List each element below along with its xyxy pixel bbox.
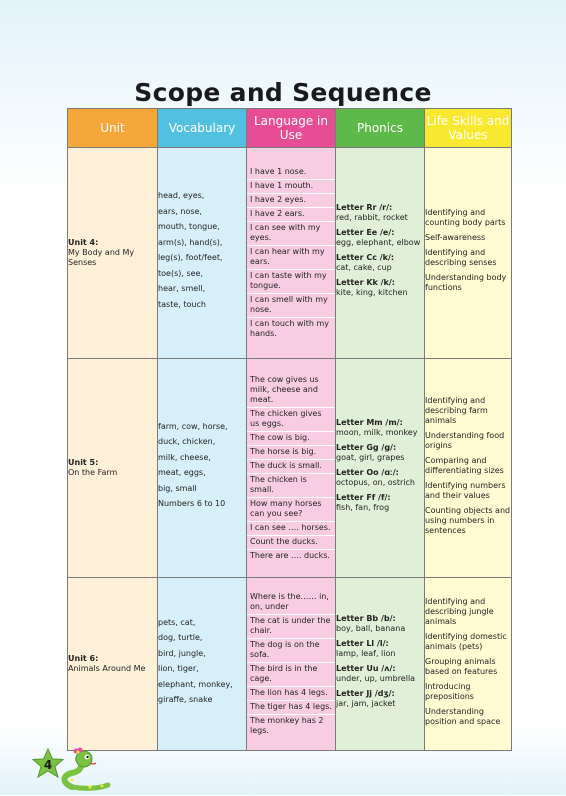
phonics-words: octopus, on, ostrich (336, 478, 415, 487)
phonics-words: moon, milk, monkey (336, 428, 418, 437)
vocabulary-line: hear, smell, (158, 284, 206, 293)
unit-title: My Body and My Senses (68, 248, 135, 267)
vocabulary-line: giraffe, snake (158, 695, 213, 704)
header-language-in-use: Language in Use (247, 109, 336, 148)
header-unit: Unit (68, 109, 158, 148)
phonics-item (336, 689, 424, 709)
vocabulary-line: big, small (158, 483, 197, 493)
table-row (68, 148, 512, 359)
unit-label: Unit 5: (68, 458, 99, 467)
language-item: The cat is under the chair. (247, 615, 335, 639)
phonics-letter: Letter Rr /r/: (336, 203, 393, 212)
unit-cell (68, 578, 158, 751)
table-row (68, 578, 512, 751)
vocabulary-line: meat, eggs, (158, 468, 206, 477)
vocabulary-cell (158, 148, 247, 359)
table-header-row (68, 109, 512, 148)
vocabulary-line: dog, turtle, (158, 633, 203, 642)
language-item: I can see with my eyes. (247, 222, 335, 246)
language-item: I have 2 eyes. (247, 194, 335, 208)
phonics-item (336, 443, 424, 463)
phonics-words: under, up, umbrella (336, 674, 416, 683)
phonics-letter: Letter Ee /e/: (336, 228, 395, 237)
vocabulary-line: elephant, monkey, (158, 679, 233, 689)
life-skill-item: Introducing prepositions (425, 681, 474, 701)
table-row (68, 359, 512, 578)
phonics-words: red, rabbit, rocket (336, 213, 408, 222)
unit-cell (68, 148, 158, 359)
language-item: The horse is big. (247, 446, 335, 460)
language-item: The monkey has 2 legs. (250, 715, 324, 735)
phonics-words: egg, elephant, elbow (336, 238, 421, 247)
vocabulary-line: lion, tiger, (158, 664, 199, 673)
life-skill-item: Identifying and describing farm animals (425, 395, 488, 425)
vocabulary-line: arm(s), hand(s), (158, 237, 223, 247)
phonics-letter: Letter Ff /f/: (336, 493, 391, 502)
language-item: I can touch with my hands. (250, 318, 329, 338)
language-item: The dog is on the sofa. (247, 639, 335, 663)
vocabulary-line: pets, cat, (158, 617, 196, 627)
vocabulary-line: taste, touch (158, 299, 206, 309)
phonics-item (336, 614, 424, 634)
phonics-letter: Letter Mm /m/: (336, 418, 403, 427)
vocabulary-line: farm, cow, horse, (158, 421, 228, 431)
language-item: I can see …. horses. (247, 522, 335, 536)
phonics-words: lamp, leaf, lion (336, 649, 396, 658)
language-item: I can taste with my tongue. (247, 270, 335, 294)
header-life-skills: Life Skills and Values (425, 109, 512, 148)
life-skills-cell (425, 578, 512, 751)
phonics-words: fish, fan, frog (336, 503, 390, 512)
language-item: Count the ducks. (247, 536, 335, 550)
language-cell (247, 578, 336, 751)
language-item: There are …. ducks. (250, 550, 330, 560)
phonics-letter: Letter Cc /k/: (336, 253, 395, 262)
phonics-words: cat, cake, cup (336, 263, 392, 272)
language-item: The tiger has 4 legs. (247, 701, 335, 715)
vocabulary-line: mouth, tongue, (158, 222, 220, 231)
unit-title: Animals Around Me (68, 664, 146, 673)
language-item: The cow is big. (247, 432, 335, 446)
life-skills-cell (425, 359, 512, 578)
life-skills-cell (425, 148, 512, 359)
phonics-words: jar, jam, jacket (336, 699, 396, 708)
language-item: How many horses can you see? (247, 498, 335, 522)
header-phonics: Phonics (336, 109, 425, 148)
vocabulary-line: ears, nose, (158, 206, 202, 216)
vocabulary-line: toe(s), see, (158, 268, 204, 278)
life-skill-item: Identifying domestic animals (pets) (425, 631, 507, 651)
language-item: Where is the…… in, on, under (247, 591, 335, 615)
vocabulary-cell (158, 578, 247, 751)
vocabulary-cell (158, 359, 247, 578)
phonics-item (336, 228, 424, 248)
snake-mascot-icon (65, 748, 109, 789)
vocabulary-line: milk, cheese, (158, 452, 211, 462)
phonics-letter: Letter Uu /ʌ/: (336, 664, 396, 673)
phonics-item (336, 664, 424, 684)
language-cell (247, 148, 336, 359)
phonics-words: goat, girl, grapes (336, 453, 405, 462)
phonics-letter: Letter Gg /g/: (336, 443, 397, 452)
unit-cell (68, 359, 158, 578)
language-item: I have 1 nose. (247, 166, 335, 180)
page-title: Scope and Sequence (134, 78, 432, 107)
page-footer (32, 747, 142, 792)
phonics-cell (336, 148, 425, 359)
phonics-item (336, 253, 424, 273)
language-item: I have 2 ears. (247, 208, 335, 222)
language-item: I can smell with my nose. (247, 294, 335, 318)
unit-label: Unit 4: (68, 238, 99, 247)
phonics-letter: Letter Oo /ɑː/: (336, 468, 399, 477)
unit-title: On the Farm (68, 468, 118, 477)
language-item: The chicken gives us eggs. (247, 408, 335, 432)
vocabulary-line: leg(s), foot/feet, (158, 253, 223, 262)
life-skill-item: Self-awareness (425, 233, 486, 242)
phonics-item (336, 203, 424, 223)
scope-sequence-table (67, 108, 512, 751)
language-item: The bird is in the cage. (247, 663, 335, 687)
vocabulary-line: Numbers 6 to 10 (158, 499, 226, 508)
life-skill-item: Identifying and describing jungle animals (425, 596, 494, 626)
phonics-words: boy, ball, banana (336, 624, 406, 633)
phonics-letter: Letter Ll /l/: (336, 639, 389, 648)
life-skill-item: Grouping animals based on features (425, 656, 498, 676)
life-skill-item: Identifying numbers and their values (425, 480, 506, 500)
phonics-item (336, 418, 424, 438)
life-skill-item: Understanding body functions (425, 273, 507, 292)
page-number: 4 (43, 758, 53, 772)
language-item: I can hear with my ears. (247, 246, 335, 270)
language-item: The lion has 4 legs. (247, 687, 335, 701)
life-skill-item: Identifying and counting body parts (425, 208, 506, 227)
phonics-item (336, 468, 424, 488)
life-skill-item: Comparing and differentiating sizes (425, 455, 504, 475)
language-item: The cow gives us milk, cheese and meat. (247, 374, 335, 408)
phonics-item (336, 639, 424, 659)
language-item: I have 1 mouth. (247, 180, 335, 194)
phonics-words: kite, king, kitchen (336, 288, 408, 297)
life-skill-item: Identifying and describing senses (425, 248, 497, 267)
vocabulary-line: duck, chicken, (158, 437, 216, 446)
language-item: The chicken is small. (247, 474, 335, 498)
life-skill-item: Understanding food origins (425, 430, 505, 450)
phonics-letter: Letter Bb /b/: (336, 614, 396, 623)
phonics-letter: Letter Kk /k/: (336, 278, 395, 287)
life-skill-item: Counting objects and using numbers in sentences (425, 505, 511, 535)
language-item: The duck is small. (247, 460, 335, 474)
phonics-cell (336, 578, 425, 751)
phonics-letter: Letter Jj /dʒ/: (336, 689, 395, 698)
language-cell (247, 359, 336, 578)
vocabulary-line: bird, jungle, (158, 648, 206, 658)
unit-label: Unit 6: (68, 654, 99, 663)
phonics-item (336, 278, 424, 298)
life-skill-item: Understanding position and space (425, 706, 501, 726)
header-vocabulary: Vocabulary (158, 109, 247, 148)
phonics-item (336, 493, 424, 513)
vocabulary-line: head, eyes, (158, 191, 205, 200)
phonics-cell (336, 359, 425, 578)
